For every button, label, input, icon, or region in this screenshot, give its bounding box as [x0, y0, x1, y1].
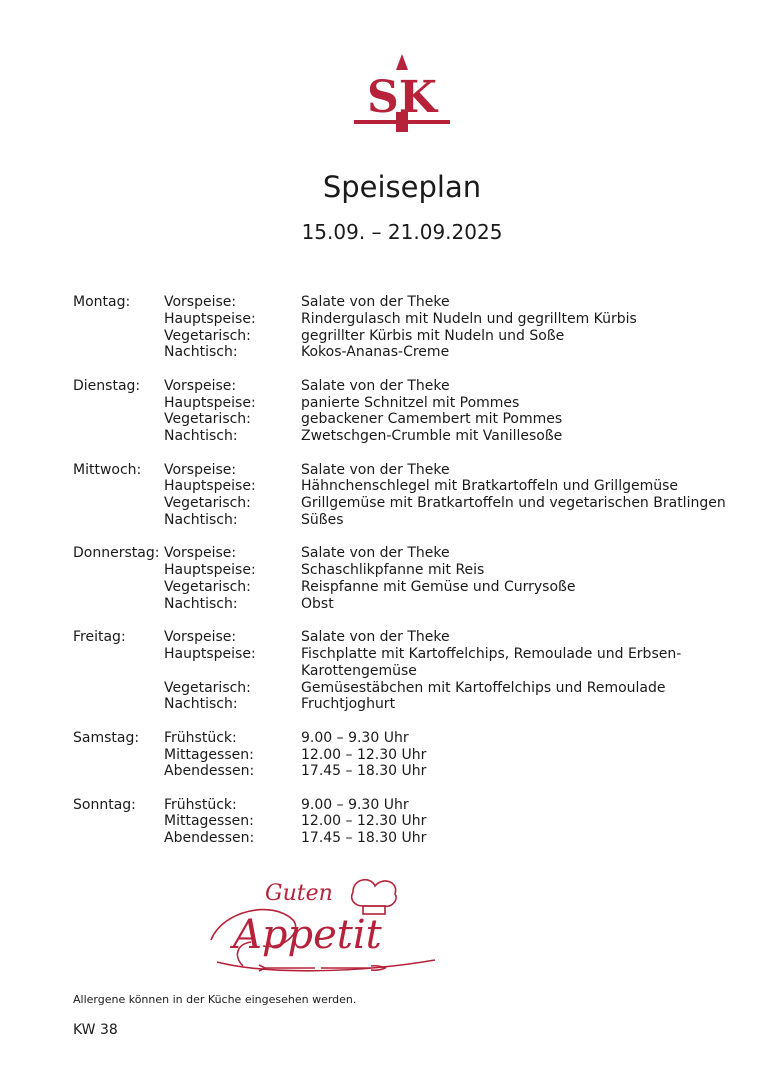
course-label: Nachtisch:: [164, 696, 238, 713]
date-range: 15.09. – 21.09.2025: [301, 220, 503, 244]
menu-row: [73, 428, 753, 445]
course-label: Vegetarisch:: [164, 411, 251, 428]
appetit-line1: Guten: [265, 881, 333, 906]
meal-label: Frühstück:: [164, 729, 237, 746]
day-name: Dienstag:: [73, 377, 141, 394]
day-name: Mittwoch:: [73, 461, 142, 478]
menu-row: [73, 596, 753, 613]
day-block-donnerstag: [73, 545, 753, 612]
logo-text: SK: [366, 72, 438, 123]
day-name: Samstag:: [73, 729, 140, 746]
course-value-continuation: Karottengemüse: [301, 662, 417, 679]
course-label: Hauptspeise:: [164, 394, 256, 411]
chef-hat-icon: [352, 880, 396, 914]
day-block-freitag: [73, 629, 753, 713]
meal-time: 9.00 – 9.30 Uhr: [301, 796, 409, 813]
course-label: Vorspeise:: [164, 629, 237, 646]
course-value: Fruchtjoghurt: [301, 696, 396, 713]
meal-time: 12.00 – 12.30 Uhr: [301, 746, 427, 763]
course-label: Nachtisch:: [164, 428, 238, 445]
menu-row: [73, 495, 753, 512]
course-label: Vorspeise:: [164, 461, 237, 478]
menu-row: [73, 545, 753, 562]
course-label: Vorspeise:: [164, 294, 237, 310]
meal-time-row: [73, 730, 753, 747]
course-value: Salate von der Theke: [301, 545, 450, 562]
course-label: Vorspeise:: [164, 377, 237, 394]
meal-time: 17.45 – 18.30 Uhr: [301, 830, 427, 847]
menu-row: [73, 294, 753, 311]
course-label: Vegetarisch:: [164, 327, 251, 344]
course-value: Schaschlikpfanne mit Reis: [301, 562, 485, 579]
course-label: Vegetarisch:: [164, 679, 251, 696]
course-value: gebackener Camembert mit Pommes: [301, 411, 563, 428]
menu-row: [73, 462, 753, 479]
meal-label: Abendessen:: [164, 763, 255, 780]
menu-row: [73, 680, 753, 697]
day-block-sonntag: [73, 797, 753, 847]
course-value: Salate von der Theke: [301, 629, 450, 646]
day-block-dienstag: [73, 378, 753, 445]
course-value: Reispfanne mit Gemüse und Currysoße: [301, 578, 576, 595]
course-value: gegrillter Kürbis mit Nudeln und Soße: [301, 327, 565, 344]
course-value: Salate von der Theke: [301, 461, 450, 478]
day-name: Sonntag:: [73, 796, 136, 813]
meal-label: Mittagessen:: [164, 813, 254, 830]
logo-tower-icon: [396, 54, 408, 70]
weekly-menu: [73, 294, 753, 864]
course-value: Grillgemüse mit Bratkartoffeln und vegetarischen Bratlingen: [301, 495, 726, 512]
page-title: Speiseplan: [322, 170, 482, 204]
menu-row: [73, 629, 753, 646]
guten-appetit-logo: [203, 870, 443, 982]
course-label: Hauptspeise:: [164, 645, 256, 662]
meal-label: Frühstück:: [164, 796, 237, 813]
sk-logo: [352, 52, 452, 136]
course-label: Hauptspeise:: [164, 562, 256, 579]
day-block-samstag: [73, 730, 753, 780]
menu-row: [73, 478, 753, 495]
course-label: Hauptspeise:: [164, 310, 256, 327]
course-value: Gemüsestäbchen mit Kartoffelchips und Remoulade: [301, 679, 666, 696]
menu-row: [73, 562, 753, 579]
course-value: panierte Schnitzel mit Pommes: [301, 394, 520, 411]
menu-row: [73, 411, 753, 428]
day-block-mittwoch: [73, 462, 753, 529]
course-label: Vorspeise:: [164, 545, 237, 562]
calendar-week: KW 38: [73, 1022, 118, 1038]
menu-row: [73, 311, 753, 328]
course-value: Süßes: [301, 511, 344, 528]
meal-time: 12.00 – 12.30 Uhr: [301, 813, 427, 830]
course-value: Salate von der Theke: [301, 294, 450, 310]
course-label: Vegetarisch:: [164, 495, 251, 512]
course-label: Nachtisch:: [164, 344, 238, 361]
course-label: Nachtisch:: [164, 511, 238, 528]
menu-row: [73, 696, 753, 713]
course-value: Rindergulasch mit Nudeln und gegrilltem Kürbis: [301, 310, 637, 327]
menu-row: [73, 512, 753, 529]
meal-time-row: [73, 797, 753, 814]
day-block-montag: [73, 294, 753, 361]
course-label: Hauptspeise:: [164, 478, 256, 495]
meal-label: Mittagessen:: [164, 746, 254, 763]
menu-row: [73, 378, 753, 395]
course-label: Vegetarisch:: [164, 578, 251, 595]
meal-time-row: [73, 830, 753, 847]
meal-time: 9.00 – 9.30 Uhr: [301, 729, 409, 746]
course-value: Kokos-Ananas-Creme: [301, 344, 450, 361]
course-value: Hähnchenschlegel mit Bratkartoffeln und Grillgemüse: [301, 478, 679, 495]
menu-row: [73, 646, 753, 680]
course-value: Salate von der Theke: [301, 377, 450, 394]
day-name: Montag:: [73, 294, 131, 310]
meal-time: 17.45 – 18.30 Uhr: [301, 763, 427, 780]
course-value: Fischplatte mit Kartoffelchips, Remoulade und Erbsen-: [301, 645, 682, 662]
menu-row: [73, 579, 753, 596]
meal-time-row: [73, 813, 753, 830]
course-value: Obst: [301, 595, 334, 612]
course-value: Zwetschgen-Crumble mit Vanillesoße: [301, 428, 563, 445]
meal-time-row: [73, 747, 753, 764]
menu-row: [73, 344, 753, 361]
appetit-line2: Appetit: [233, 912, 382, 958]
menu-row: [73, 395, 753, 412]
course-label: Nachtisch:: [164, 595, 238, 612]
menu-row: [73, 328, 753, 345]
meal-time-row: [73, 763, 753, 780]
day-name: Freitag:: [73, 629, 126, 646]
allergen-note: Allergene können in der Küche eingesehen werden.: [73, 993, 357, 1006]
meal-label: Abendessen:: [164, 830, 255, 847]
day-name: Donnerstag:: [73, 545, 160, 562]
